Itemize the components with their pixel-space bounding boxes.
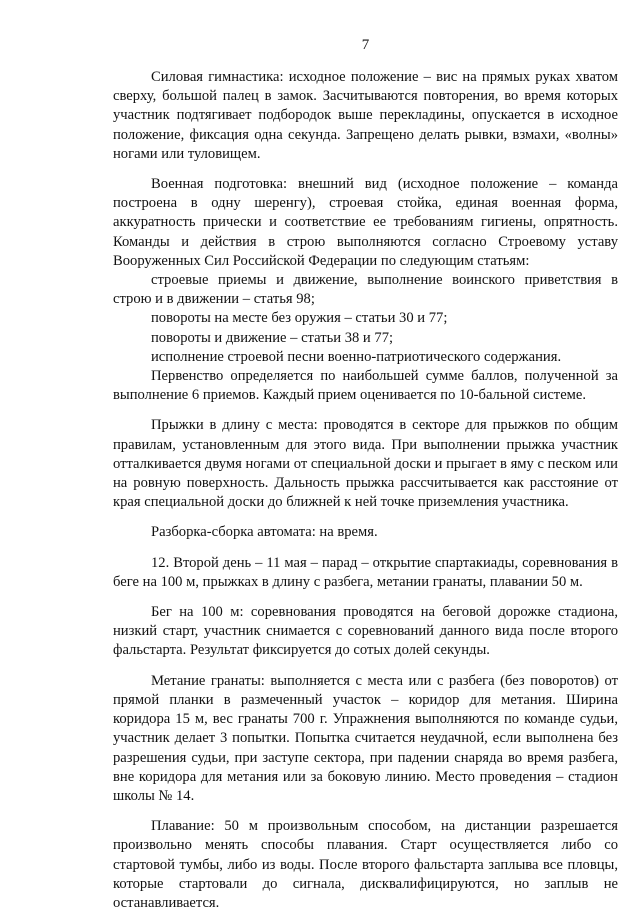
- paragraph-grenade-throw: Метание гранаты: выполняется с места или с разбега (без поворотов) от прямой планки в размеченный участок – коридор для метания. Ширина коридора 15 м, вес гранаты 700 г. Упражнения выполняются по команде судьи, участник делает 3 попытки. Попытка считается неудачной, если выполнена без разрешения судьи, при заступе сектора, при падении снаряда во время разбега, вне коридора для метания или за боковую линию. Место проведения – стадион школы № 14.: [113, 672, 618, 804]
- paragraph-scoring: Первенство определяется по наибольшей сумме баллов, полученной за выполнение 6 приемов. Каждый прием оценивается по 10-бальной системе.: [113, 368, 618, 404]
- paragraph-standing-long-jump: Прыжки в длину с места: проводятся в секторе для прыжков по общим правилам, установленным для этого вида. При выполнении прыжка участник отталкивается двумя ногами от специальной доски и прыгает в яму с песком или на ровную поверхность. Дальность прыжка рассчитывается как расстояние от края специальной доски до ближней к ней точке приземления участника.: [113, 417, 618, 511]
- paragraph-military-training: Военная подготовка: внешний вид (исходное положение – команда построена в одну шеренгу), строевая стойка, единая военная форма, аккуратность прически и соответствие ее требованиям гигиены, опрятность. Команды и действия в строю выполняются согласно Строевому уставу Вооруженных Сил Российской Федерации по следующим статьям:: [113, 176, 618, 269]
- page-body: [113, 68, 618, 913]
- page-number: 7: [361, 37, 370, 53]
- paragraph-100m-run: Бег на 100 м: соревнования проводятся на беговой дорожке стадиона, низкий старт, участник снимается с соревнований данного вида после второго фальстарта. Результат фиксируется до сотых долей секунды.: [113, 604, 618, 659]
- list-item-drill-movements: строевые приемы и движение, выполнение воинского приветствия в строю и в движении – статья 98;: [113, 272, 618, 308]
- paragraph-strength-gymnastics: Силовая гимнастика: исходное положение – вис на прямых руках хватом сверху, большой палец в замок. Засчитываются повторения, во время которых участник подтягивает подбородок выше перекладины, опускается в исходное положение, фиксация одна секунда. Запрещено делать рывки, взмахи, «волны» ногами или туловищем.: [113, 69, 618, 162]
- list-item-turns-in-place: повороты на месте без оружия – статьи 30 и 77;: [151, 310, 448, 327]
- list-item-drill-song: исполнение строевой песни военно-патриотического содержания.: [151, 348, 562, 365]
- paragraph-swimming: Плавание: 50 м произвольным способом, на дистанции разрешается произвольно менять способы плавания. Старт осуществляется либо со стартовой тумбы, либо из воды. После второго фальстарта заплыва все пловцы, которые стартовали до сигнала, дисквалифицируются, но заплыв не останавливается.: [113, 818, 618, 911]
- list-item-turns-and-movement: повороты и движение – статьи 38 и 77;: [151, 329, 394, 346]
- paragraph-rifle-assembly: Разборка-сборка автомата: на время.: [151, 524, 378, 541]
- paragraph-second-day: 12. Второй день – 11 мая – парад – открытие спартакиады, соревнования в беге на 100 м, прыжках в длину с разбега, метании гранаты, плавании 50 м.: [113, 554, 618, 590]
